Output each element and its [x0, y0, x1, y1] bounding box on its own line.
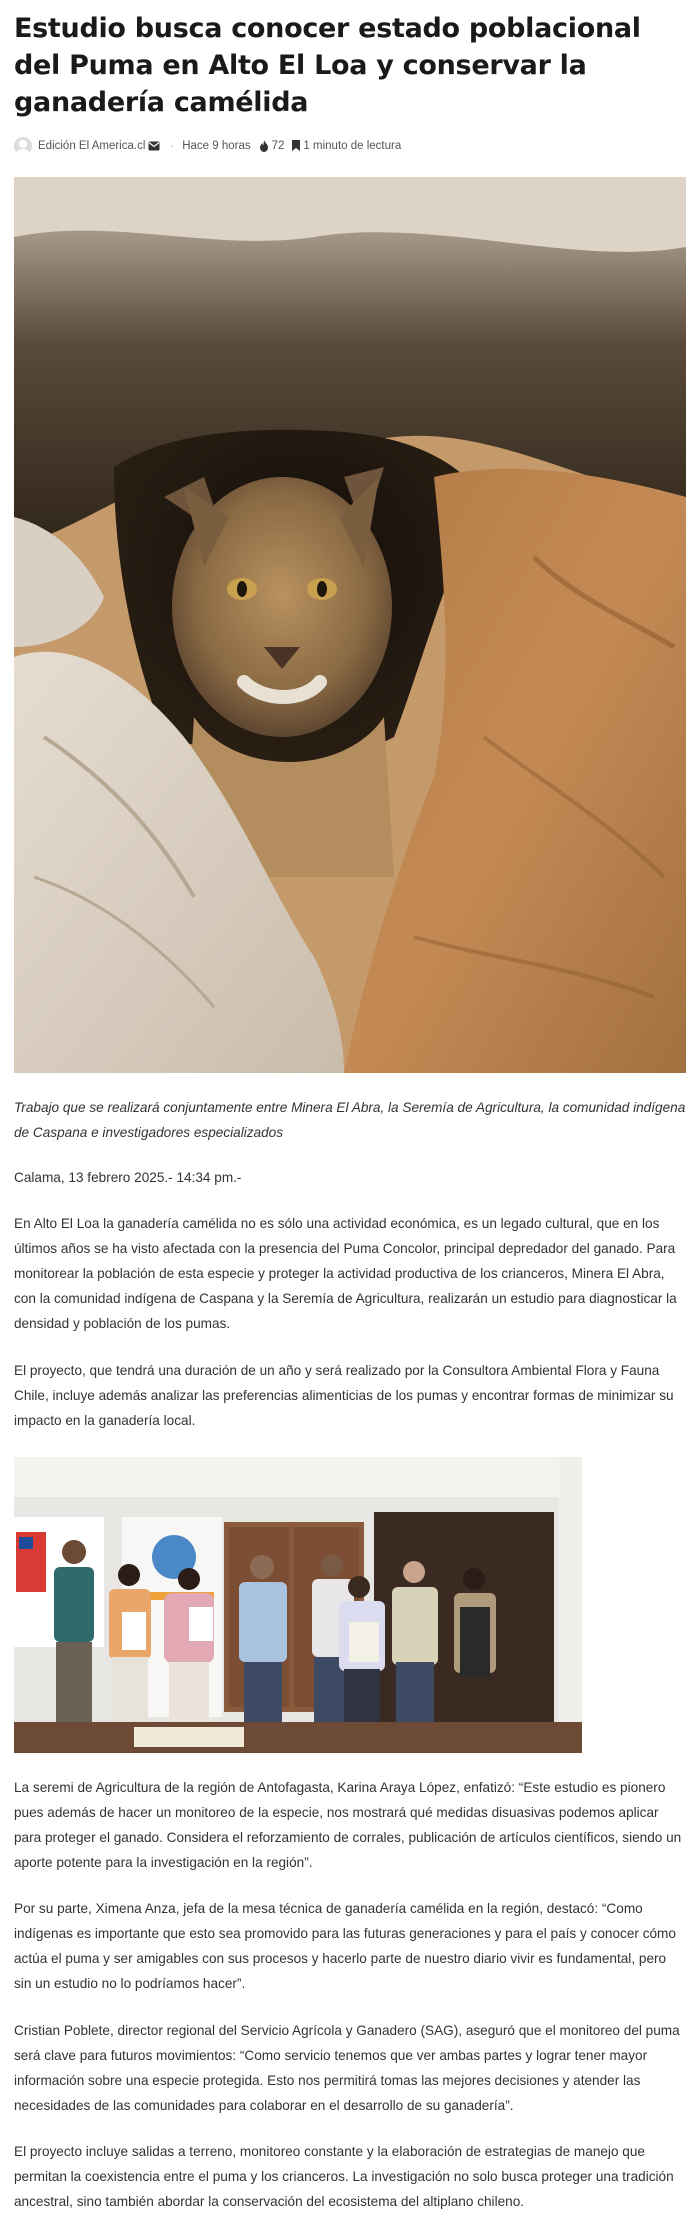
dateline: Calama, 13 febrero 2025.- 14:34 pm.- [14, 1170, 242, 1185]
bookmark-icon [292, 140, 300, 152]
paragraph: En Alto El Loa la ganadería camélida no es sólo una actividad económica, es un legado cultural, que en los últimos años se ha visto afectada con la presencia del Puma Concolor, principal depredador del ganado. Para monitorear la población de esta especie y proteger la actividad productiva de los crianceros, Minera El Abra, con la comunidad indígena de Caspana y la Seremía de Agricultura, realizarán un estudio para diagnosticar la densidad y población de los pumas. [14, 1216, 677, 1331]
photo-caption: Trabajo que se realizará conjuntamente entre Minera El Abra, la Seremía de Agricultura, la comunidad indígena de Caspana e investigadores especializados [14, 1100, 686, 1140]
paragraph: Por su parte, Ximena Anza, jefa de la mesa técnica de ganadería camélida en la región, destacó: “Como indígenas es importante que esto sea promovido para las futuras generaciones y para el país y conocer cómo actúa el puma y ser amigables con sus procesos y hacerlo parte de nuestro diario vivir es fundamental, pero sin un estudio no lo podríamos hacer”. [14, 1901, 676, 1991]
paragraph: Cristian Poblete, director regional del Servicio Agrícola y Ganadero (SAG), aseguró que el monitoreo del puma será clave para futuros movimientos: “Como servicio tenemos que ver ambas partes y lograr tener mayor información sobre una especie protegida. Esto nos permitirá tomas las mejores decisiones y atender las necesidades de las comunidades para colaborar en el desarrollo de su ganadería”. [14, 2023, 680, 2113]
views-count: 72 [259, 140, 285, 152]
author-name[interactable]: Edición El America.cl [38, 140, 146, 152]
envelope-icon[interactable] [148, 140, 160, 152]
group-photo [14, 1457, 582, 1753]
paragraph: El proyecto incluye salidas a terreno, monitoreo constante y la elaboración de estrategias de manejo que permitan la coexistencia entre el puma y los crianceros. La investigación no solo busca proteger una tradición ancestral, sino también abordar la conservación del ecosistema del altiplano chileno. [14, 2144, 674, 2209]
puma-photo [14, 177, 686, 1073]
paragraph: El proyecto, que tendrá una duración de un año y será realizado por la Consultora Ambiental Flora y Fauna Chile, incluye además analizar las preferencias alimenticias de los pumas y encontrar formas de minimizar su impacto en la ganadería local. [14, 1363, 674, 1428]
paragraph: La seremi de Agricultura de la región de Antofagasta, Karina Araya López, enfatizó: “Este estudio es pionero pues además de hacer un monitoreo de la especie, nos mostrará qué medidas disuasivas podemos aplicar para proteger el ganado. Considera el reforzamiento de corrales, publicación de artículos científicos, siendo un aporte potente para la investigación en la región”. [14, 1780, 682, 1870]
meta-separator: · [170, 140, 175, 152]
article-title: Estudio busca conocer estado poblacional del Puma en Alto El Loa y conservar la ganadería camélida [14, 13, 641, 118]
author-avatar [14, 137, 32, 155]
published-time: Hace 9 horas [182, 140, 251, 152]
reading-time: 1 minuto de lectura [292, 140, 401, 152]
article-meta [14, 136, 409, 156]
fire-icon [259, 140, 269, 152]
